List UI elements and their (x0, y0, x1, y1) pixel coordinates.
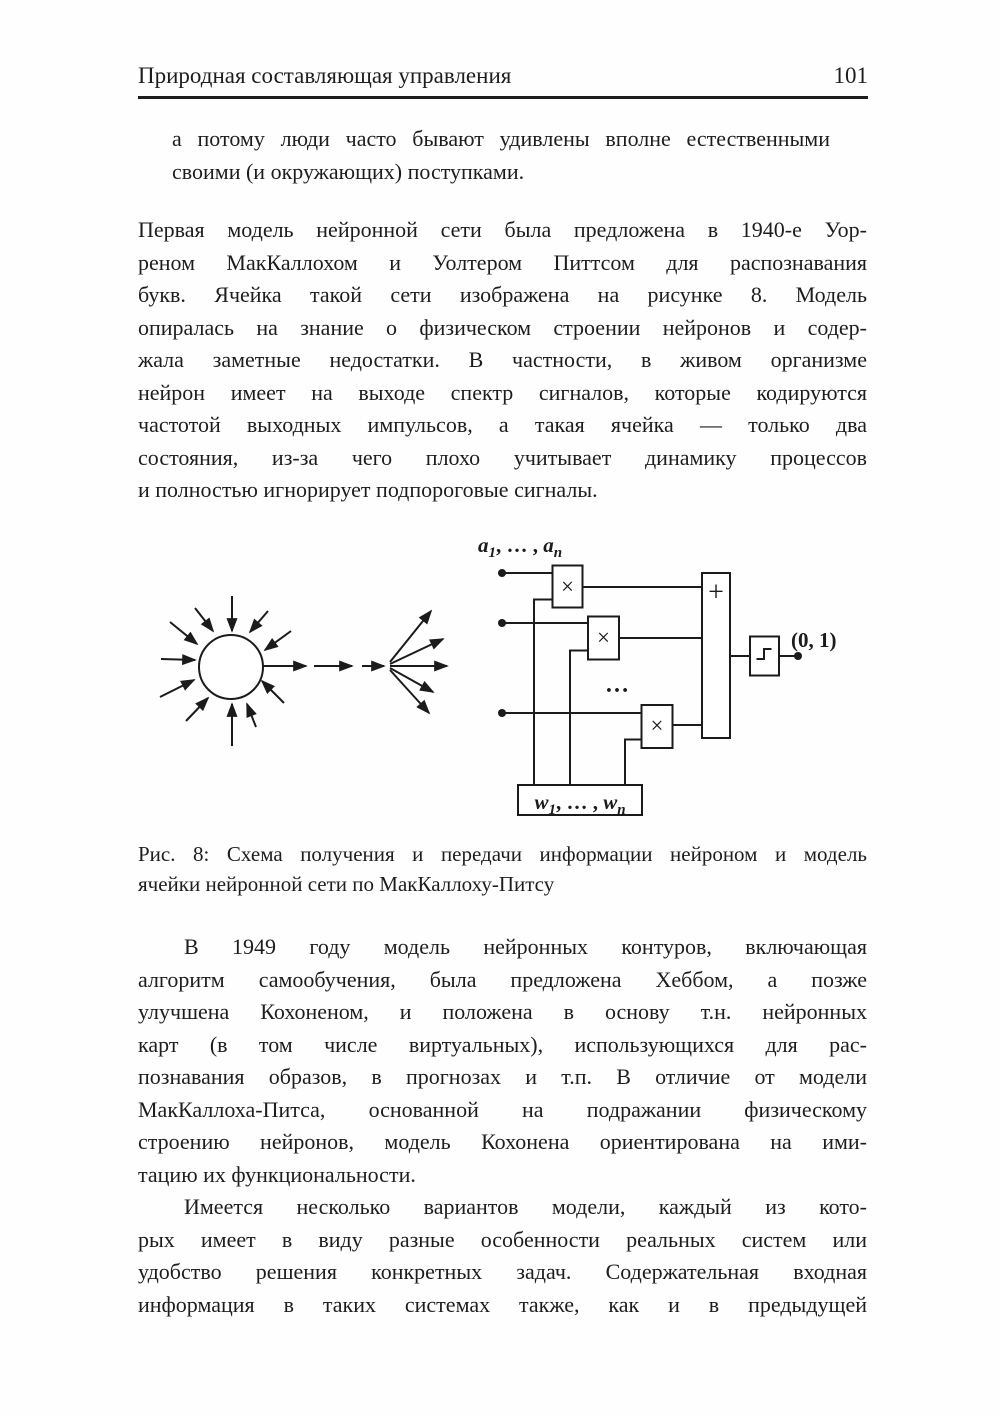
plus-symbol: + (708, 577, 724, 608)
text-line: букв. Ячейка такой сети изображена на рисунке 8. Модель (138, 282, 867, 307)
page-header (138, 61, 868, 95)
weight-wire-2 (570, 651, 588, 787)
text-line: карт (в том числе виртуальных), использующихся для рас- (138, 1031, 867, 1057)
weights-label: $w_1$, … , $w_n$ (534, 790, 626, 818)
output-range-label: (0, 1) (791, 628, 837, 652)
output-terminal (794, 652, 802, 660)
input-terminal-2 (498, 619, 506, 627)
inputs-label: $a_1$, … , $a_n$ (478, 533, 563, 561)
text-line: Имеется несколько вариантов модели, каждый из кото- (184, 1194, 867, 1219)
weight-wire-1 (534, 600, 553, 787)
text-line: познавания образов, в прогнозах и т.п. В отличие от модели (138, 1064, 867, 1089)
running-title: Природная составляющая управления (138, 63, 512, 88)
text-line: удобство решения конкретных задач. Содержательная входная (138, 1259, 867, 1284)
multiply-symbol: × (561, 574, 574, 599)
mcculloch-pitts-cell (478, 533, 837, 818)
paragraph-3 (138, 1191, 867, 1321)
multiply-symbol: × (650, 713, 664, 738)
text-line: строению нейронов, модель Кохонена ориентирована на ими- (138, 1129, 867, 1154)
text-line: Первая модель нейронной сети была предложена в 1940-е Уор- (138, 217, 867, 242)
text-line: улучшена Кохоненом, и положена в основу т.н. нейронных (138, 999, 867, 1024)
paragraph-1 (138, 214, 867, 507)
paragraph-2 (138, 931, 867, 1191)
header-rule (138, 96, 868, 99)
caption-line: Рис. 8: Схема получения и передачи информации нейроном и модель (138, 842, 867, 866)
text-line: реном МакКаллохом и Уолтером Питтсом для распознавания (138, 249, 867, 275)
text-line: жала заметные недостатки. В частности, в живом организме (138, 347, 867, 372)
neuron-body-circle (199, 635, 263, 699)
text-line: информация в таких системах также, как и в предыдущей (138, 1291, 867, 1317)
text-line: частотой выходных импульсов, а такая ячейка — только два (138, 412, 867, 437)
input-terminal-1 (498, 569, 506, 577)
text-line: нейрон имеет на выходе спектр сигналов, которые кодируются (138, 379, 867, 405)
weight-wire-3 (625, 740, 642, 787)
text-line: состояния, из-за чего плохо учитывает динамику процессов (138, 444, 867, 470)
caption-line: ячейки нейронной сети по МакКаллоху-Питсу (138, 871, 555, 896)
outgoing-signal-arrows (390, 611, 447, 713)
neuron-schematic (160, 596, 447, 746)
text-line: рых имеет в виду разные особенности реальных систем или (138, 1226, 867, 1252)
text-line: а потому люди часто бывают удивлены вполне естественными (172, 126, 830, 151)
figure-caption (138, 840, 867, 899)
text-line: алгоритм самообучения, была предложена Хеббом, а позже (138, 966, 867, 992)
input-terminal-3 (498, 709, 506, 717)
figure-8-diagram (140, 528, 870, 828)
block-quote (172, 123, 830, 188)
page-number: 101 (833, 63, 868, 88)
text-line: своими (и окружающих) поступками. (172, 158, 525, 184)
text-line: и полностью игнорирует подпороговые сигналы. (138, 477, 598, 502)
text-line: В 1949 году модель нейронных контуров, включающая (184, 934, 867, 959)
text-line: опиралась на знание о физическом строении нейронов и содер- (138, 314, 867, 340)
ellipsis: … (605, 672, 629, 698)
text-line: МакКаллоха-Питса, основанной на подражании физическому (138, 1096, 867, 1122)
multiply-symbol: × (597, 625, 610, 650)
text-line: тацию их функциональности. (138, 1161, 416, 1187)
